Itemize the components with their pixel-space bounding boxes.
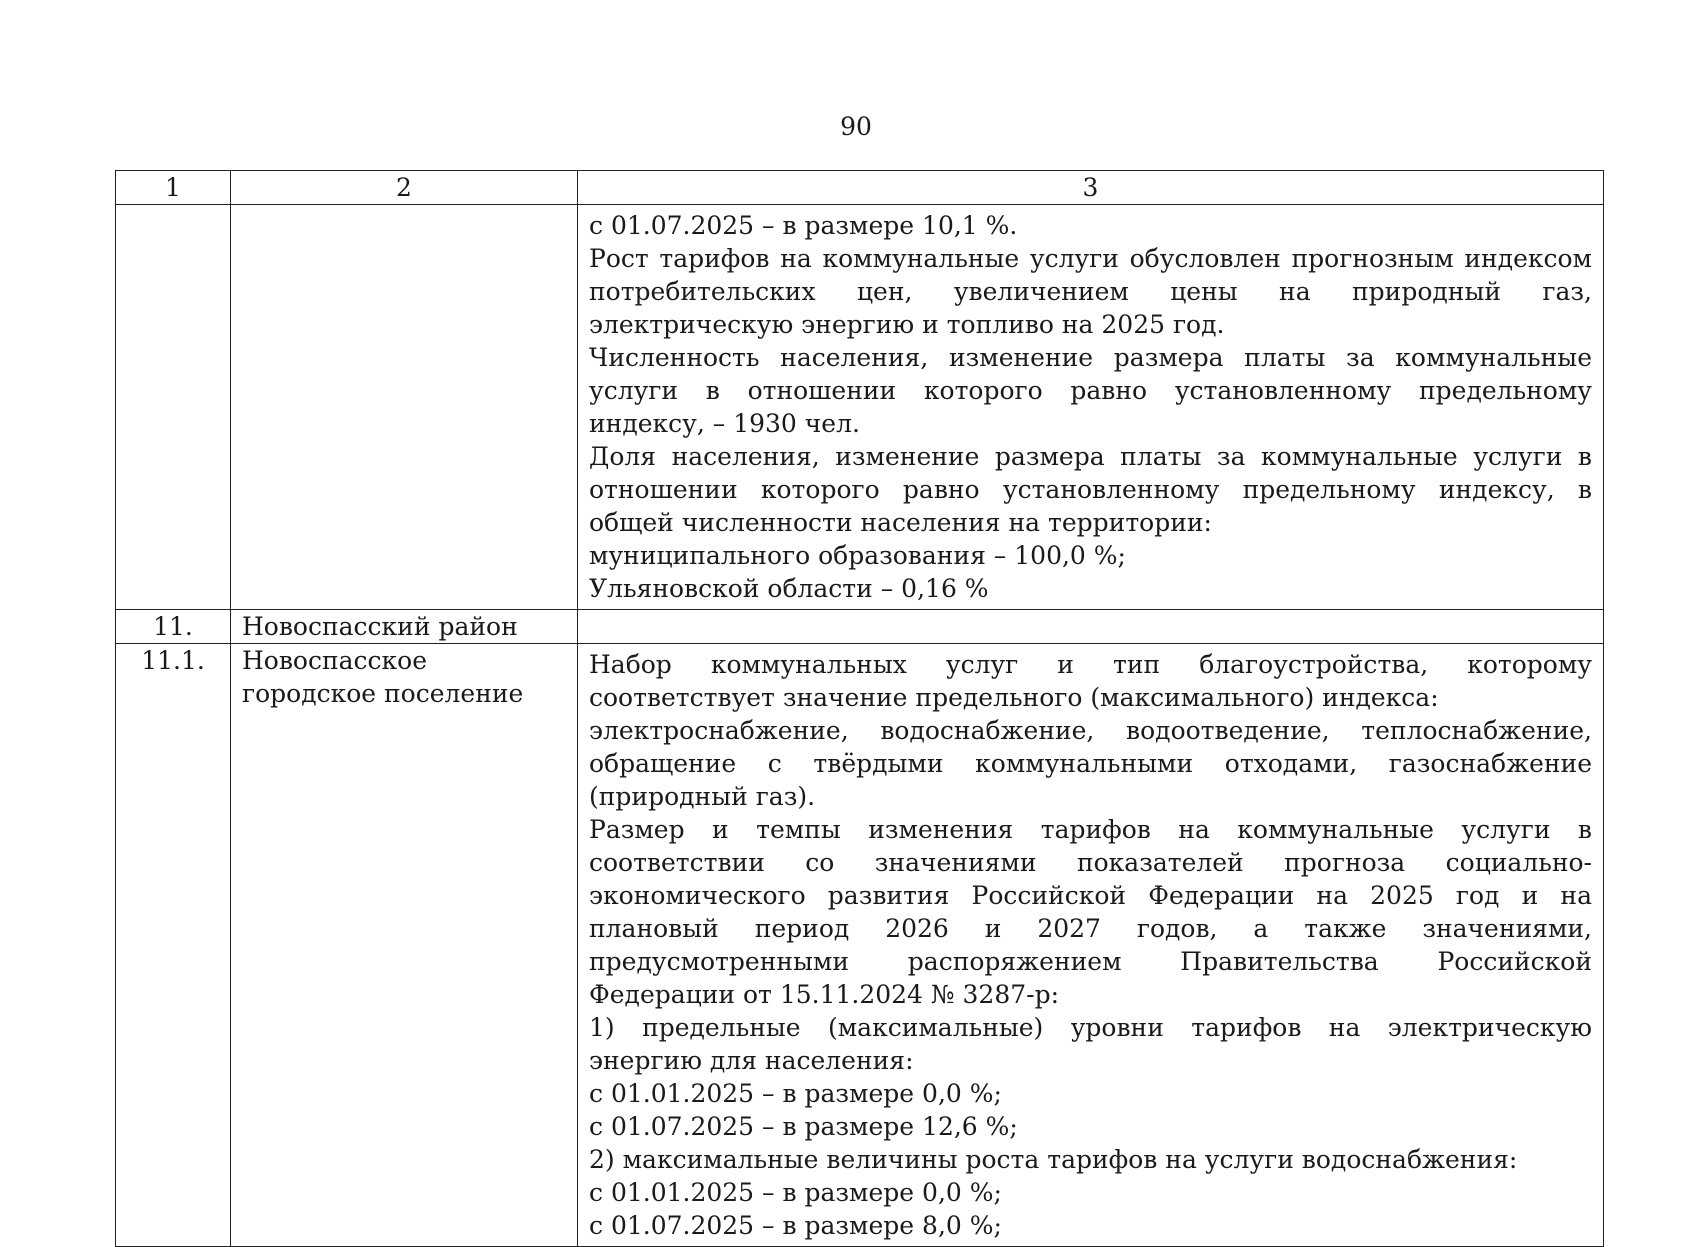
header-col-2: 2	[231, 171, 578, 205]
settlement-name	[231, 644, 578, 1247]
text-paragraph: Численность населения, изменение размера платы за коммунальные услуги в отношении которого равно установленному предельному индексу, – 1930 чел.	[589, 343, 1592, 438]
cell-name-empty	[231, 205, 578, 610]
cell-description	[578, 205, 1604, 610]
text-line: с 01.01.2025 – в размере 0,0 %;	[589, 1178, 1002, 1207]
text-paragraph: Доля населения, изменение размера платы за коммунальные услуги в отношении которого равно установленному предельному индексу, в общей численности населения на территории:	[589, 442, 1592, 537]
district-name: Новоспасский район	[231, 610, 578, 644]
text-paragraph: Размер и темпы изменения тарифов на коммунальные услуги в соответствии со значениями показателей прогноза социально-экономического развития Российской Федерации на 2025 год и на плановый период 2026 и 2027 годов, а также значениями, предусмотренными распоряжением Правительства Российской Федерации от 15.11.2024 № 3287-р:	[589, 815, 1592, 1009]
text-paragraph: 1) предельные (максимальные) уровни тарифов на электрическую энергию для населения:	[589, 1013, 1592, 1075]
text-line: Ульяновской области – 0,16 %	[589, 574, 989, 603]
text-line: 2) максимальные величины роста тарифов на услуги водоснабжения:	[589, 1145, 1518, 1174]
table-row-settlement	[116, 644, 1604, 1247]
settlement-description	[578, 644, 1604, 1247]
cell-num-empty	[116, 205, 231, 610]
table-row-continuation	[116, 205, 1604, 610]
header-col-1: 1	[116, 171, 231, 205]
district-description	[578, 610, 1604, 644]
text-line: с 01.01.2025 – в размере 0,0 %;	[589, 1079, 1002, 1108]
header-col-3: 3	[578, 171, 1604, 205]
tariff-table	[115, 170, 1604, 1247]
row-number: 11.	[116, 610, 231, 644]
table-header-row	[116, 171, 1604, 205]
settlement-name-line: Новоспасское	[242, 646, 428, 675]
row-number: 11.1.	[116, 644, 231, 1247]
table-row-district	[116, 610, 1604, 644]
text-line: с 01.07.2025 – в размере 12,6 %;	[589, 1112, 1018, 1141]
text-paragraph: электроснабжение, водоснабжение, водоотведение, теплоснабжение, обращение с твёрдыми коммунальными отходами, газоснабжение (природный газ).	[589, 716, 1592, 811]
page-number: 90	[840, 112, 872, 141]
text-line: с 01.07.2025 – в размере 10,1 %.	[589, 211, 1018, 240]
settlement-name-line: городское поселение	[242, 679, 524, 708]
text-line: муниципального образования – 100,0 %;	[589, 541, 1126, 570]
text-paragraph: Рост тарифов на коммунальные услуги обусловлен прогнозным индексом потребительских цен, увеличением цены на природный газ, электрическую энергию и топливо на 2025 год.	[589, 244, 1592, 339]
text-line: с 01.07.2025 – в размере 8,0 %;	[589, 1211, 1002, 1240]
text-paragraph: Набор коммунальных услуг и тип благоустройства, которому соответствует значение предельного (максимального) индекса:	[589, 650, 1592, 712]
